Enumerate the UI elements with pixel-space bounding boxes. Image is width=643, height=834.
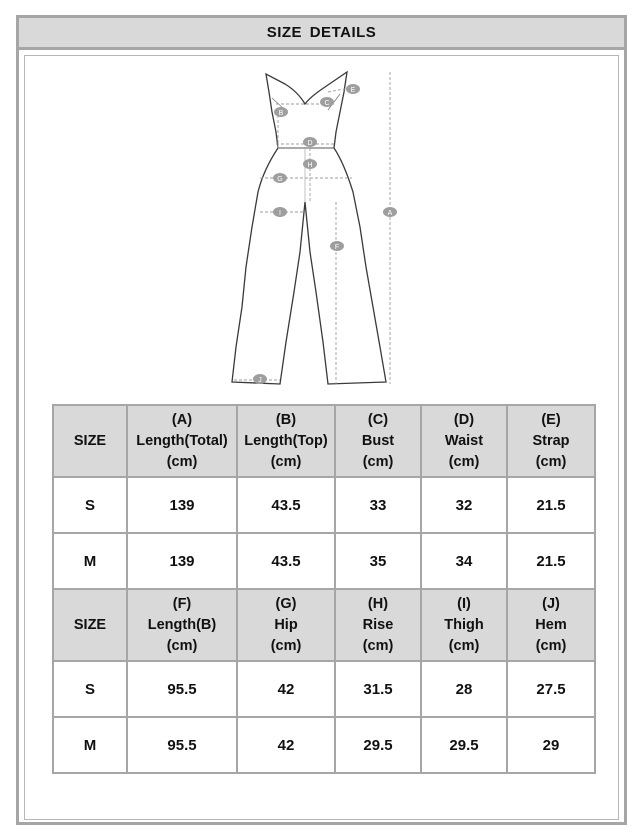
svg-text:C: C (324, 100, 330, 107)
cell-size: S (54, 478, 126, 532)
svg-text:G: G (277, 176, 283, 183)
size-table (52, 404, 596, 774)
cell-value: 34 (422, 534, 506, 588)
table1-header-row (54, 406, 594, 476)
table-row (54, 718, 594, 772)
table-row (54, 662, 594, 716)
cell-value: 33 (336, 478, 420, 532)
header-length-top: (B) Length(Top) (cm) (238, 406, 334, 476)
jumpsuit-outline (232, 72, 386, 384)
cell-value: 29.5 (336, 718, 420, 772)
cell-value: 43.5 (238, 534, 334, 588)
header-size: SIZE (54, 406, 126, 476)
cell-value: 35 (336, 534, 420, 588)
page-title: SIZE DETAILS (19, 18, 624, 50)
table-row (54, 478, 594, 532)
cell-value: 28 (422, 662, 506, 716)
marker-h (303, 159, 317, 169)
header-size: SIZE (54, 590, 126, 660)
cell-value: 139 (128, 478, 236, 532)
header-strap: (E) Strap (cm) (508, 406, 594, 476)
svg-text:D: D (307, 140, 313, 147)
header-thigh: (I) Thigh (cm) (422, 590, 506, 660)
table2-header-row (54, 590, 594, 660)
header-hip: (G) Hip (cm) (238, 590, 334, 660)
cell-value: 32 (422, 478, 506, 532)
marker-f (330, 241, 344, 251)
header-rise: (H) Rise (cm) (336, 590, 420, 660)
cell-value: 27.5 (508, 662, 594, 716)
header-hem: (J) Hem (cm) (508, 590, 594, 660)
svg-text:E: E (350, 87, 356, 94)
svg-text:B: B (278, 110, 284, 117)
svg-text:H: H (307, 162, 313, 169)
cell-value: 21.5 (508, 534, 594, 588)
cell-value: 29.5 (422, 718, 506, 772)
cell-value: 29 (508, 718, 594, 772)
header-length-b: (F) Length(B) (cm) (128, 590, 236, 660)
marker-i (273, 207, 287, 217)
header-waist: (D) Waist (cm) (422, 406, 506, 476)
cell-value: 95.5 (128, 718, 236, 772)
table-row (54, 534, 594, 588)
svg-text:A: A (387, 210, 393, 217)
cell-size: S (54, 662, 126, 716)
marker-j (253, 374, 267, 384)
svg-text:J: J (258, 377, 262, 384)
marker-d (303, 137, 317, 147)
marker-a (383, 207, 397, 217)
cell-value: 31.5 (336, 662, 420, 716)
cell-value: 139 (128, 534, 236, 588)
cell-value: 42 (238, 662, 334, 716)
cell-value: 43.5 (238, 478, 334, 532)
marker-e (346, 84, 360, 94)
cell-size: M (54, 534, 126, 588)
jumpsuit-diagram (210, 52, 400, 392)
cell-value: 95.5 (128, 662, 236, 716)
marker-c (320, 97, 334, 107)
cell-value: 21.5 (508, 478, 594, 532)
marker-g (273, 173, 287, 183)
marker-b (274, 107, 288, 117)
svg-text:I: I (279, 210, 281, 217)
cell-size: M (54, 718, 126, 772)
cell-value: 42 (238, 718, 334, 772)
svg-text:F: F (334, 244, 340, 251)
header-bust: (C) Bust (cm) (336, 406, 420, 476)
header-length-total: (A) Length(Total) (cm) (128, 406, 236, 476)
